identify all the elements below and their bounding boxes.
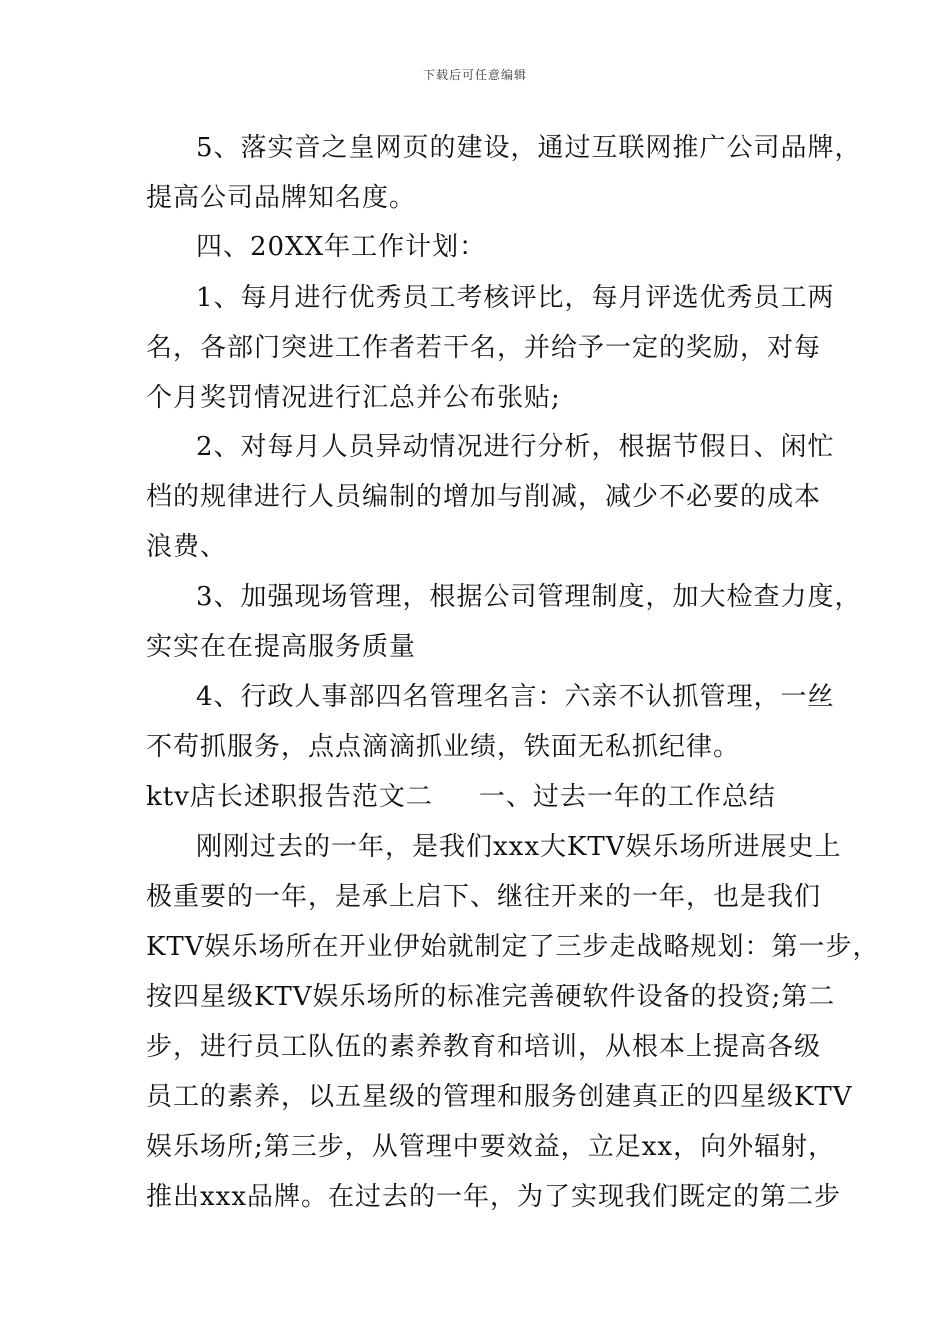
body-line: 推出xxx品牌。在过去的一年，为了实现我们既定的第二步 <box>146 1182 841 1212</box>
paragraph-line: 1、每月进行优秀员工考核评比，每月评选优秀员工两 <box>196 283 835 313</box>
paragraph-line: 5、落实音之皇网页的建设，通过互联网推广公司品牌， <box>196 133 862 163</box>
paragraph-line: 个月奖罚情况进行汇总并公布张贴; <box>146 383 561 413</box>
paragraph-line: 名，各部门突进工作者若干名，并给予一定的奖励，对每 <box>146 333 822 363</box>
paragraph-line: 不苟抓服务，点点滴滴抓业绩，铁面无私抓纪律。 <box>146 732 741 762</box>
body-line: 员工的素养，以五星级的管理和服务创建真正的四星级KTV <box>146 1082 853 1112</box>
paragraph-line: 四、20XX年工作计划： <box>196 232 487 262</box>
body-line: 按四星级KTV娱乐场所的标准完善硬软件设备的投资;第二 <box>146 982 836 1012</box>
paragraph-line: 档的规律进行人员编制的增加与削减，减少不必要的成本 <box>146 482 822 512</box>
paragraph-line: 浪费、 <box>146 532 228 562</box>
body-line: 娱乐场所;第三步，从管理中要效益，立足xx，向外辐射， <box>146 1132 836 1162</box>
section-title: ktv店长述职报告范文二 <box>146 782 433 812</box>
body-line: 刚刚过去的一年，是我们xxx大KTV娱乐场所进展史上 <box>196 832 842 862</box>
section-heading <box>146 782 776 812</box>
paragraph-line: 3、加强现场管理，根据公司管理制度，加大检查力度， <box>196 582 862 612</box>
paragraph-line: 4、行政人事部四名管理名言：六亲不认抓管理，一丝 <box>196 682 835 712</box>
section-subtitle: 一、过去一年的工作总结 <box>478 782 776 812</box>
paragraph-line: 实实在在提高服务质量 <box>146 632 417 662</box>
body-line: 极重要的一年，是承上启下、继往开来的一年，也是我们 <box>146 882 822 912</box>
paragraph-line: 提高公司品牌知名度。 <box>146 183 417 213</box>
page-header: 下载后可任意编辑 <box>422 68 527 82</box>
paragraph-line: 2、对每月人员异动情况进行分析，根据节假日、闲忙 <box>196 432 835 462</box>
body-line: 步，进行员工队伍的素养教育和培训，从根本上提高各级 <box>146 1032 822 1062</box>
body-line: KTV娱乐场所在开业伊始就制定了三步走战略规划：第一步， <box>146 932 880 962</box>
